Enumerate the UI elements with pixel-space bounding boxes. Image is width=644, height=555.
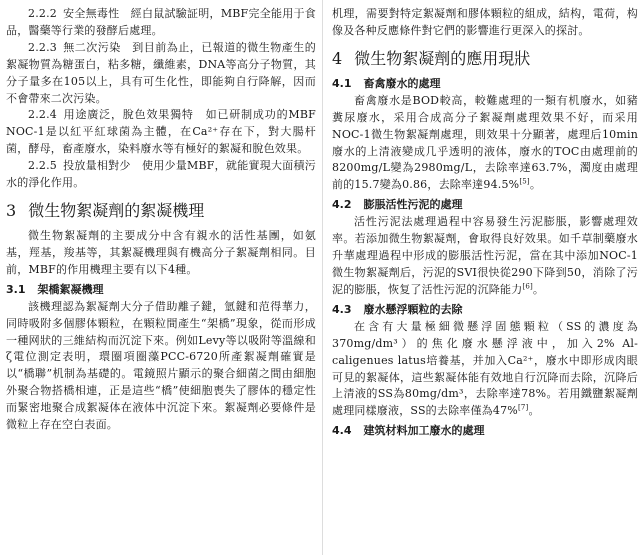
column-divider xyxy=(322,0,323,555)
item-text: 安全無毒性 經白鼠試驗証明，MBF完全能用于食品，醫藥等行業的發酵后處理。 xyxy=(6,7,316,37)
body-tail: 。 xyxy=(529,178,542,192)
item-text: 無二次污染 到目前為止，已報道的微生物產生的絮凝物質為糖蛋白，粘多糖，纖維素，DNA等高分子物質，其分子量多在105以上，具有可生化性，即能夠自行降解，因而不會帶來二次污染。 xyxy=(6,40,316,105)
subsection-number: 4.3 xyxy=(332,302,352,316)
subsection-4-3-heading xyxy=(332,302,638,318)
continuation-text: 机理，需要對特定絮凝劑和膠体顆粒的組成，結构，電荷，构像及各种反應條件對它們的影響進行更深入的探討。 xyxy=(332,7,638,37)
body-text: 畜禽廢水是BOD較高，較難處理的一類有机廢水，如豬糞尿廢水，采用合成高分子絮凝劑處理效果不好，而采用NOC-1微生物絮凝劑處理，則效果十分顯著，處理后10min廢水的上清液變成几乎透明的液体，廢水的TOC由處理前的8200mg/L變為2980mg/L，去除率達63.7%，濁度由處理前的15.7變為0.86，去除率達94.5% xyxy=(332,93,638,192)
body-tail: 。 xyxy=(528,404,540,418)
body-text: 活性污泥法處理過程中容易發生污泥膨脹，影響處理效率。若添加微生物絮凝劑，會取得良好效果。如千草制藥廢水升華處理過程中形成的膨脹活性污泥，當在其中添加NOC-1微生物絮凝劑后，污泥的SVI很快從290下降到50，消除了污泥的膨脹，恢复了活性污泥的沉降能力 xyxy=(332,215,638,296)
section-3-heading xyxy=(6,201,316,221)
citation: [5] xyxy=(519,177,530,186)
subsection-4-2-body xyxy=(332,214,638,299)
item-text: 用途廣泛，脫色效果獨特 如已研制成功的MBF NOC-1是以紅平紅球菌為主體，在Ca²⁺存在下，對大腸杆菌，酵母，畜產廢水，染料廢水等有極好的絮凝和脫色效果。 xyxy=(6,108,316,156)
item-2-2-3 xyxy=(6,40,316,108)
item-2-2-2 xyxy=(6,6,316,40)
item-number: 2.2.5 xyxy=(28,159,57,173)
subsection-title: 畜禽廢水的處理 xyxy=(363,76,441,90)
body-text: 在含有大量極細微懸浮固態顆粒（SS的濃度為370mg/dm³）的焦化廢水懸浮液中，加入2% Al-caligenues latus培養基，并加入Ca²⁺，廢水中即形成肉眼可見的絮凝体，這些絮凝体能有效地自行沉降而去除，沉降后上清液的SS為80mg/dm³，去除率達78%。若用鐵鹽絮凝劑處理同樣廢液，SS的去除率僅為47% xyxy=(332,319,638,418)
subsection-4-2-heading xyxy=(332,197,638,213)
subsection-title: 建筑材料加工廢水的處理 xyxy=(363,424,485,438)
subsection-4-1-body xyxy=(332,93,638,194)
subsection-title: 廢水懸浮顆粒的去除 xyxy=(363,302,463,316)
subsection-3-1-heading xyxy=(6,282,316,298)
item-number: 2.2.4 xyxy=(28,108,57,122)
subsection-4-3-body xyxy=(332,319,638,420)
item-number: 2.2.2 xyxy=(28,7,57,20)
subsection-4-1-heading xyxy=(332,76,638,92)
subsection-number: 4.1 xyxy=(332,76,352,90)
subsection-4-4-heading xyxy=(332,423,638,439)
citation: [6] xyxy=(522,282,533,291)
section-3-intro: 微生物絮凝劑的主要成分中含有親水的活性基團，如氨基，羥基，羧基等，其絮凝機理與有機高分子絮凝劑相同。目前，MBF的作用機理主要有以下4種。 xyxy=(6,228,316,276)
subsection-title: 架橋絮凝機理 xyxy=(37,282,104,296)
item-text: 投放量相對少 使用少量MBF，就能實現大面積污水的淨化作用。 xyxy=(6,159,316,190)
citation: [7] xyxy=(517,403,529,412)
section-4-heading xyxy=(332,49,638,69)
subsection-number: 4.4 xyxy=(332,424,352,438)
item-2-2-4 xyxy=(6,107,316,158)
subsection-number: 4.2 xyxy=(332,198,352,212)
section-title: 微生物絮凝劑的絮凝機理 xyxy=(28,200,205,220)
item-2-2-5 xyxy=(6,158,316,192)
section-title: 微生物絮凝劑的應用現狀 xyxy=(354,48,531,68)
subsection-number: 3.1 xyxy=(6,282,26,296)
subsection-3-1-body: 該機理認為絮凝劑大分子借助離子鍵，氫鍵和范得華力，同時吸附多個膠体顆粒，在顆粒間產生“架橋”現象，從而形成一種网狀的三維結构而沉淀下來。例如Levy等以吸附等溫線和ζ電位測定表明，環圈項圈藻PCC-6720所產絮凝劑確實是以“橋聯”机制為基礎的。電鏡照片顯示的聚合細菌之間由細胞外聚合物搭橋相連，正是這些“橋”使細胞喪失了膠体的穩定性而緊密地聚合成絮凝体在液体中沉淀下來。絮凝劑必要條件是微粒上存在空白表面。 xyxy=(6,299,316,432)
section-number: 3 xyxy=(6,200,17,220)
subsection-title: 膨脹活性污泥的處理 xyxy=(363,198,463,212)
item-number: 2.2.3 xyxy=(28,40,57,54)
left-column xyxy=(6,6,316,434)
body-tail: 。 xyxy=(532,282,545,296)
section-number: 4 xyxy=(332,48,343,68)
right-column xyxy=(332,6,638,440)
